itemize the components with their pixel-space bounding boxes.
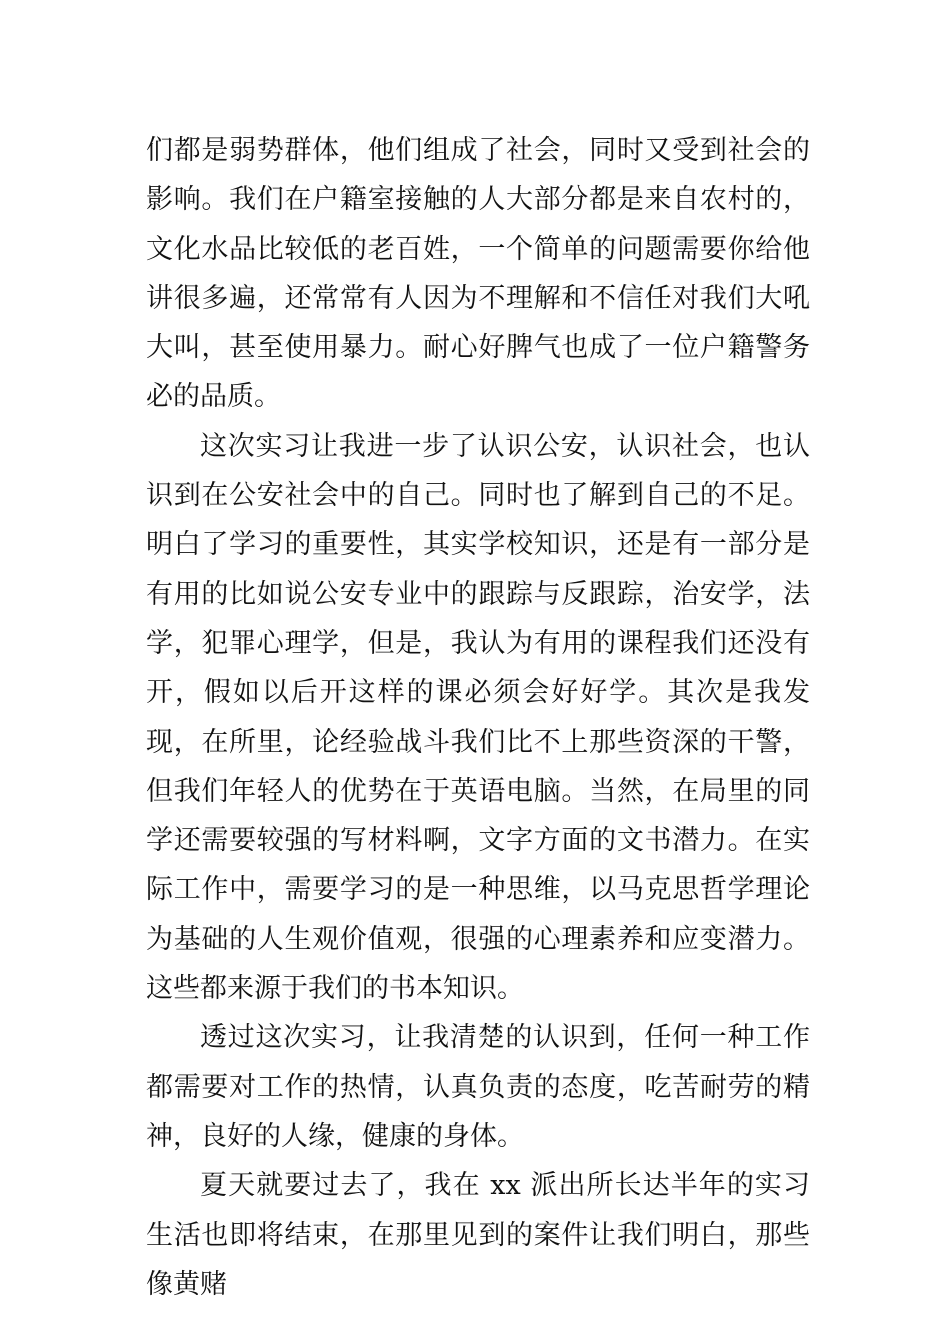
paragraph-internship-reflection: 这次实习让我进一步了认识公安，认识社会，也认识到在公安社会中的自己。同时也了解到自己的不足。明白了学习的重要性，其实学校知识，还是有一部分是有用的比如说公安专业中的跟踪与反跟踪，治安学，法学，犯罪心理学，但是，我认为有用的课程我们还没有开，假如以后开这样的课必须会好好学。其次是我发现，在所里，论经验战斗我们比不上那些资深的干警，但我们年轻人的优势在于英语电脑。当然，在局里的同学还需要较强的写材料啊，文字方面的文书潜力。在实际工作中，需要学习的是一种思维，以马克思哲学理论为基础的人生观价值观，很强的心理素养和应变潜力。这些都来源于我们的书本知识。 bbox=[146, 430, 810, 1005]
paragraph-summer-ending: 夏天就要过去了，我在 xx 派出所长达半年的实习生活也即将结束，在那里见到的案件让我们明白，那些像黄赌 bbox=[146, 1170, 810, 1300]
paragraph-work-attitude: 透过这次实习，让我清楚的认识到，任何一种工作都需要对工作的热情，认真负责的态度，吃苦耐劳的精神，良好的人缘，健康的身体。 bbox=[146, 1022, 810, 1152]
paragraph-continued: 们都是弱势群体，他们组成了社会，同时又受到社会的影响。我们在户籍室接触的人大部分都是来自农村的，文化水品比较低的老百姓，一个简单的问题需要你给他讲很多遍，还常常有人因为不理解和不信任对我们大吼大叫，甚至使用暴力。耐心好脾气也成了一位户籍警务必的品质。 bbox=[146, 135, 810, 413]
body-text bbox=[146, 126, 810, 1309]
